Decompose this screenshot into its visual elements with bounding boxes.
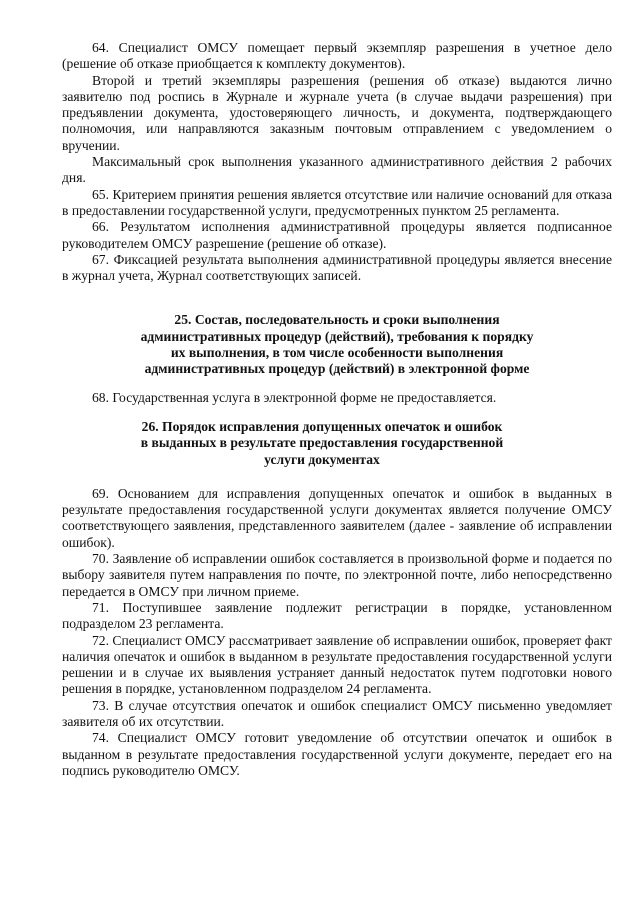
section-heading-26 <box>62 419 612 468</box>
heading-25-line: административных процедур (действий) в электронной форме <box>144 361 530 377</box>
section-top <box>62 40 612 284</box>
paragraph-64: 64. Специалист ОМСУ помещает первый экземпляр разрешения в учетное дело (решение об отказе приобщается к комплекту документов). <box>62 40 612 72</box>
section-heading-25 <box>62 312 612 377</box>
heading-25-line: их выполнения, в том числе особенности выполнения <box>170 345 504 361</box>
paragraph-64-deadline: Максимальный срок выполнения указанного административного действия 2 рабочих дня. <box>62 154 612 186</box>
heading-25-line: административных процедур (действий), требования к порядку <box>140 328 534 344</box>
heading-25-line: 25. Состав, последовательность и сроки выполнения <box>174 312 500 328</box>
section-bottom <box>62 486 612 779</box>
paragraph-68: 68. Государственная услуга в электронной форме не предоставляется. <box>92 389 497 405</box>
paragraph-70: 70. Заявление об исправлении ошибок составляется в произвольной форме и подается по выбору заявителя путем направления по почте, по электронной почте, либо непосредственно передается в ОМСУ при личном приеме. <box>62 551 612 599</box>
paragraph-74: 74. Специалист ОМСУ готовит уведомление об отсутствии опечаток и ошибок в выданном в результате предоставления государственной услуги документе, передает его на подпись руководителю ОМСУ. <box>62 730 612 778</box>
paragraph-66: 66. Результатом исполнения административной процедуры является подписанное руководителем ОМСУ разрешение (решение об отказе). <box>62 219 612 251</box>
paragraph-71: 71. Поступившее заявление подлежит регистрации в порядке, установленном подразделом 23 регламента. <box>62 599 612 632</box>
paragraph-69: 69. Основанием для исправления допущенных опечаток и ошибок в выданных в результате предоставления государственной услуги документах является получение ОМСУ соответствующего заявления, представленного заявителем (далее - заявление об исправлении ошибок). <box>62 485 612 550</box>
heading-26-line: 26. Порядок исправления допущенных опечаток и ошибок <box>141 418 503 434</box>
heading-26-line: в выданных в результате предоставления государственной <box>140 435 504 451</box>
heading-26-line: услуги документах <box>264 451 380 467</box>
paragraph-67: 67. Фиксацией результата выполнения административной процедуры является внесение в журнал учета, Журнал соответствующих записей. <box>62 251 612 284</box>
paragraph-72: 72. Специалист ОМСУ рассматривает заявление об исправлении ошибок, проверяет факт наличия опечаток и ошибок в выданном в результате предоставления государственной услуги решении и в случае их выявления устраняет данный недостаток путем подготовки нового решения в порядке, установленном подразделом 24 регламента. <box>62 632 612 697</box>
paragraph-65: 65. Критерием принятия решения является отсутствие или наличие оснований для отказа в предоставлении государственной услуги, предусмотренных пунктом 25 регламента. <box>62 186 612 218</box>
paragraph-64-copies: Второй и третий экземпляры разрешения (решения об отказе) выдаются лично заявителю под роспись в Журнале и журнале учета (в случае выдачи разрешения) при предъявлении документа, удостоверяющего личность, и документа, подтверждающего полномочия, или направляются заказным почтовым отправлением с уведомлением о вручении. <box>62 72 612 153</box>
paragraph-73: 73. В случае отсутствия опечаток и ошибок специалист ОМСУ письменно уведомляет заявителя об их отсутствии. <box>62 697 612 729</box>
